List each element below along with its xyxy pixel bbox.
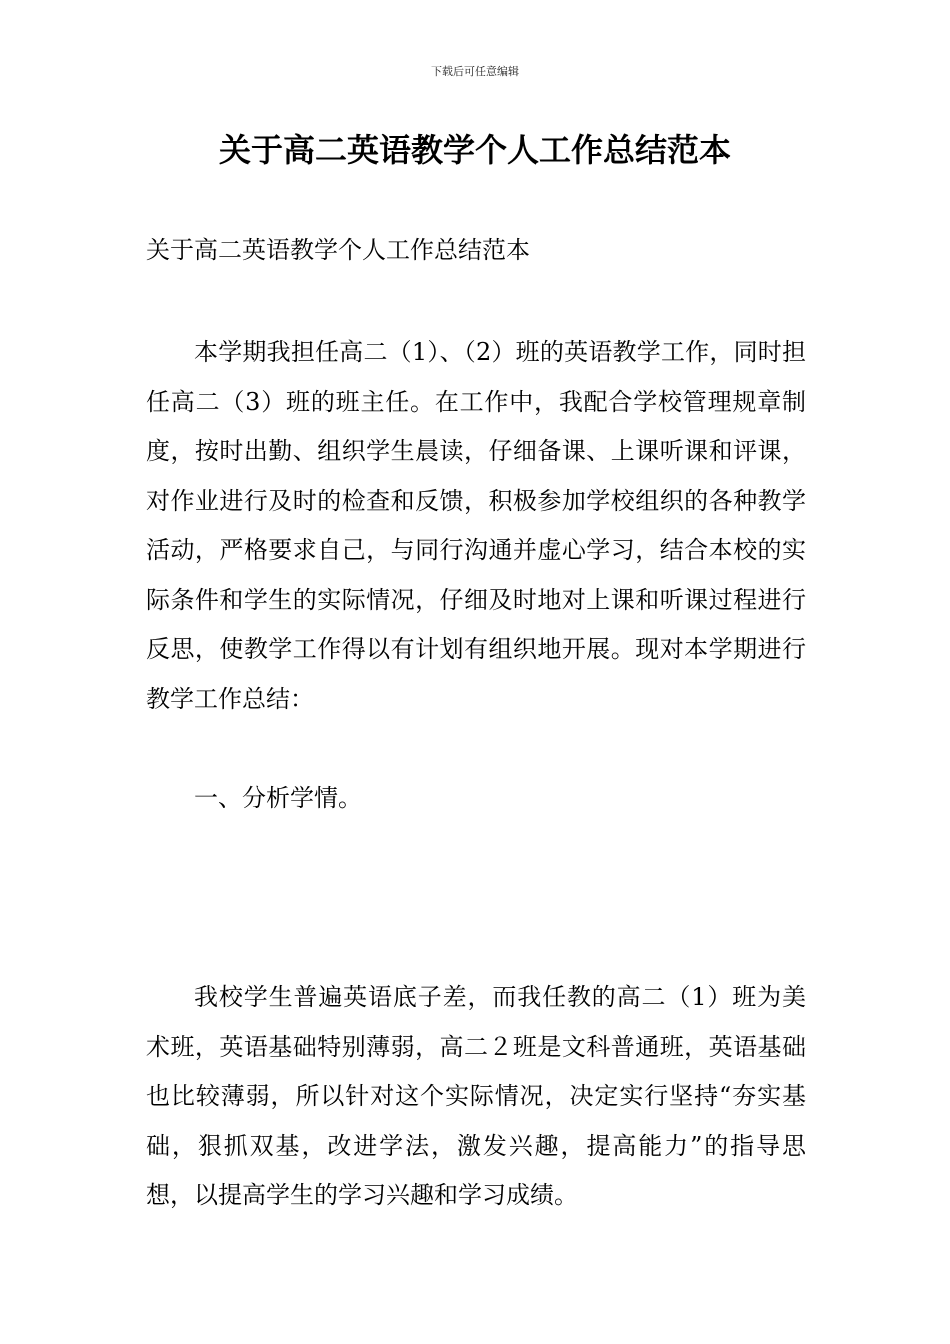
header-note: 下载后可任意编辑 [431, 65, 519, 78]
document-title: 关于高二英语教学个人工作总结范本 [218, 131, 731, 169]
section-heading-analysis: 一、分析学情。 [194, 784, 362, 812]
paragraph-intro: 本学期我担任高二（1）、（2）班的英语教学工作，同时担任高二（3）班的班主任。在工作中，我配合学校管理规章制度，按时出勤、组织学生晨读，仔细备课、上课听课和评课，对作业进行及时的检查和反馈，积极参加学校组织的各种教学活动，严格要求自己，与同行沟通并虚心学习，结合本校的实际条件和学生的实际情况，仔细及时地对上课和听课过程进行反思，使教学工作得以有计划有组织地开展。现对本学期进行教学工作总结： [146, 338, 806, 713]
paragraph-analysis: 我校学生普遍英语底子差，而我任教的高二（1）班为美术班，英语基础特别薄弱，高二２班是文科普通班，英语基础也比较薄弱，所以针对这个实际情况，决定实行坚持“夯实基础，狠抓双基，改进学法，激发兴趣，提高能力”的指导思想，以提高学生的学习兴趣和学习成绩。 [146, 983, 806, 1209]
document-subtitle: 关于高二英语教学个人工作总结范本 [146, 236, 530, 264]
